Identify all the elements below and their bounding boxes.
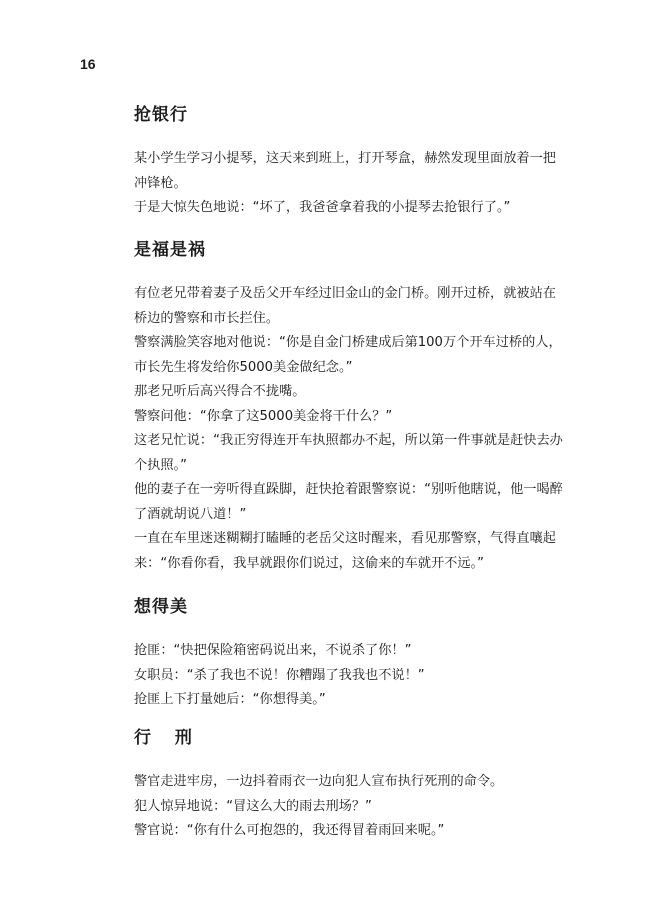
story-paragraph: 警官说：“你有什么可抱怨的，我还得冒着雨回来呢。”: [134, 823, 445, 838]
story-section-execution: [134, 728, 564, 844]
story-paragraph: 某小学生学习小提琴，这天来到班上，打开琴盒，赫然发现里面放着一把冲锋枪。: [134, 151, 556, 191]
story-paragraph: 犯人惊异地说：“冒这么大的雨去刑场？”: [134, 798, 372, 814]
story-paragraph: 那老兄听后高兴得合不拢嘴。: [134, 384, 306, 399]
story-paragraph: 这老兄忙说：“我正穷得连开车执照都办不起，所以第一件事就是赶快去办个执照。”: [134, 433, 563, 473]
story-paragraph: 警官走进牢房，一边抖着雨衣一边向犯人宣布执行死刑的命令。: [134, 774, 504, 789]
story-paragraph: 于是大惊失色地说：“坏了，我爸爸拿着我的小提琴去抢银行了。”: [134, 200, 511, 215]
story-paragraph: 女职员：“杀了我也不说！你糟蹋了我我也不说！”: [134, 667, 425, 683]
story-section-rob-bank: [134, 105, 564, 221]
story-title: 想得美: [134, 597, 188, 617]
story-paragraph: 警察问他：“你拿了这5000美金将干什么？”: [134, 408, 393, 424]
page-number: 16: [80, 56, 96, 72]
story-section-dream-on: [134, 597, 564, 713]
story-title: 抢银行: [134, 105, 188, 125]
story-title: 行 刑: [134, 728, 201, 748]
story-paragraph: 抢匪：“快把保险箱密码说出来，不说杀了你！”: [134, 643, 412, 658]
story-paragraph: 有位老兄带着妻子及岳父开车经过旧金山的金门桥。刚开过桥，就被站在桥边的警察和市长拦住。: [134, 286, 556, 326]
story-paragraph: 一直在车里迷迷糊糊打瞌睡的老岳父这时醒来，看见那警察，气得直嚷起来：“你看你看，我早就跟你们说过，这偷来的车就开不远。”: [134, 531, 556, 571]
story-paragraph: 抢匪上下打量她后：“你想得美。”: [134, 692, 326, 707]
story-paragraph: 警察满脸笑容地对他说：“你是自金门桥建成后第100万个开车过桥的人，市长先生将发给你5000美金做纪念。”: [134, 335, 562, 375]
story-section-blessing-or-curse: [134, 240, 564, 576]
story-title: 是福是祸: [134, 240, 206, 260]
story-paragraph: 他的妻子在一旁听得直跺脚，赶快抢着跟警察说：“别听他瞎说，他一喝醉了酒就胡说八道！”: [134, 482, 563, 522]
